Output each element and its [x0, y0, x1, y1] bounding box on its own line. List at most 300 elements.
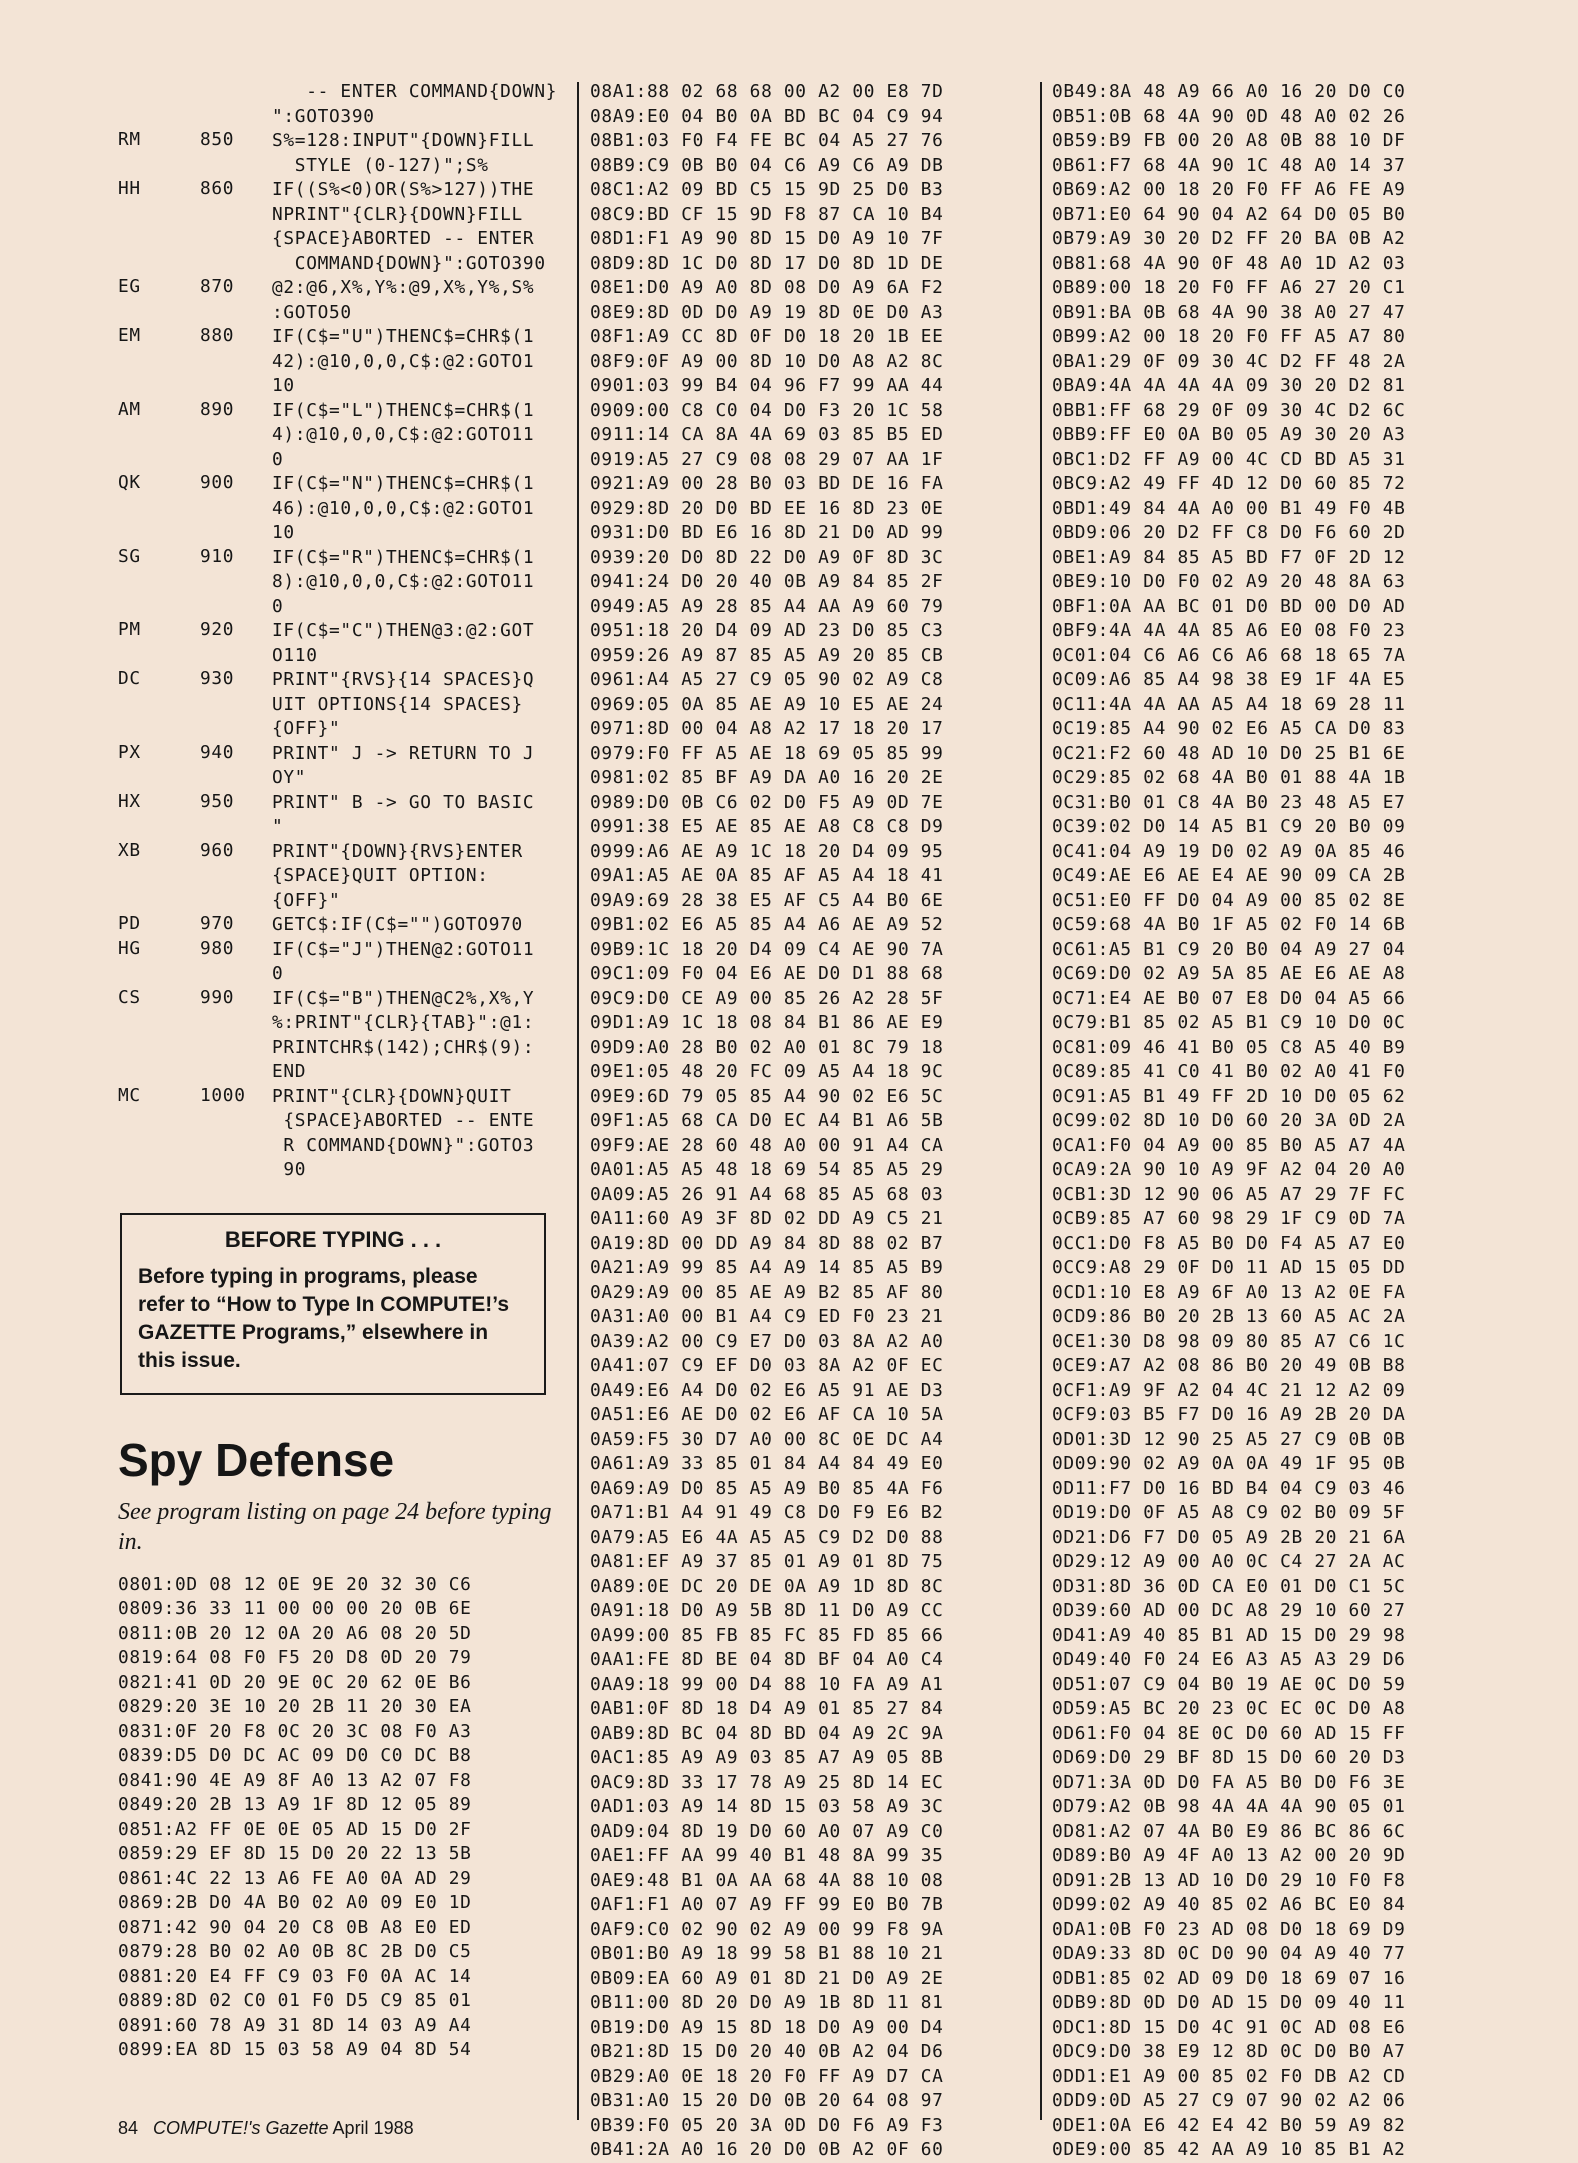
hex-dump-line: 0B81:68 4A 90 0F 48 A0 1D A2 03: [1052, 252, 1406, 274]
hex-dump-line: 08B9:C9 0B B0 04 C6 A9 C6 A9 DB: [590, 154, 944, 176]
hex-dump-line: 0871:42 90 04 20 C8 0B A8 E0 ED: [118, 1916, 472, 1938]
hex-dump-line: 09F9:AE 28 60 48 A0 00 91 A4 CA: [590, 1134, 944, 1156]
code-text: O110: [272, 644, 318, 666]
hex-dump-line: 0D51:07 C9 04 B0 19 AE 0C D0 59: [1052, 1673, 1406, 1695]
hex-dump-line: 0831:0F 20 F8 0C 20 3C 08 F0 A3: [118, 1720, 472, 1742]
hex-dump-line: 0C79:B1 85 02 A5 B1 C9 10 D0 0C: [1052, 1012, 1406, 1033]
hex-dump-line: 0C81:09 46 41 B0 05 C8 A5 40 B9: [1052, 1036, 1406, 1058]
code-text: ": [272, 816, 284, 837]
basic-line: [118, 791, 558, 840]
hex-dump-line: 08B1:03 F0 F4 FE BC 04 A5 27 76: [590, 130, 944, 151]
line-number: 850: [200, 129, 235, 150]
hex-dump-line: 0939:20 D0 8D 22 D0 A9 0F 8D 3C: [590, 546, 944, 568]
basic-line: [118, 913, 558, 938]
checksum-code: PD: [118, 913, 141, 934]
hex-dump-line: 0B79:A9 30 20 D2 FF 20 BA 0B A2: [1052, 228, 1406, 249]
basic-listing: [118, 80, 558, 1183]
code-text: UIT OPTIONS{14 SPACES}: [272, 693, 523, 715]
line-number: [200, 80, 272, 129]
line-number: 930: [200, 668, 235, 689]
hex-dump-line: 0B31:A0 15 20 D0 0B 20 64 08 97: [590, 2090, 944, 2111]
hex-dump-line: 0839:D5 D0 DC AC 09 D0 C0 DC B8: [118, 1745, 472, 1766]
hex-dump-line: 0B49:8A 48 A9 66 A0 16 20 D0 C0: [1052, 81, 1406, 102]
hex-dump-line: 0BB9:FF E0 0A B0 05 A9 30 20 A3: [1052, 424, 1406, 445]
hex-dump-line: 0D09:90 02 A9 0A 0A 49 1F 95 0B: [1052, 1453, 1406, 1474]
hex-dump-line: 0B11:00 8D 20 D0 A9 1B 8D 11 81: [590, 1992, 944, 2013]
code-text: IF(C$="R")THENC$=CHR$(1: [272, 546, 535, 568]
hex-dump-column-3: [1052, 80, 1482, 2163]
hex-dump-line: 0DC9:D0 38 E9 12 8D 0C D0 B0 A7: [1052, 2041, 1406, 2062]
basic-line: [118, 178, 558, 276]
hex-dump-line: 08E9:8D 0D D0 A9 19 8D 0E D0 A3: [590, 301, 944, 323]
hex-dump-line: 0CF1:A9 9F A2 04 4C 21 12 A2 09: [1052, 1379, 1406, 1401]
checksum-code: QK: [118, 472, 141, 493]
hex-dump-line: 0C71:E4 AE B0 07 E8 D0 04 A5 66: [1052, 987, 1406, 1009]
hex-dump-line: 0D39:60 AD 00 DC A8 29 10 60 27: [1052, 1600, 1406, 1621]
code-text: 42):@10,0,0,C$:@2:GOTO1: [272, 350, 535, 372]
basic-line: [118, 619, 558, 668]
hex-dump-line: 0B51:0B 68 4A 90 0D 48 A0 02 26: [1052, 105, 1406, 127]
hex-dump-line: 08C1:A2 09 BD C5 15 9D 25 D0 B3: [590, 179, 944, 200]
hex-dump-line: 0D79:A2 0B 98 4A 4A 4A 90 05 01: [1052, 1796, 1406, 1817]
hex-dump-line: 09B9:1C 18 20 D4 09 C4 AE 90 7A: [590, 938, 944, 960]
hex-dump-line: 0BE9:10 D0 F0 02 A9 20 48 8A 63: [1052, 571, 1406, 592]
hex-dump-line: 0A21:A9 99 85 A4 A9 14 85 A5 B9: [590, 1257, 944, 1278]
hex-dump-line: 0AC9:8D 33 17 78 A9 25 8D 14 EC: [590, 1771, 944, 1793]
column-2: [590, 80, 1020, 2163]
line-number: 910: [200, 545, 235, 567]
hex-dump-line: 0DA1:0B F0 23 AD 08 D0 18 69 D9: [1052, 1918, 1406, 1940]
hex-dump-line: 0959:26 A9 87 85 A5 A9 20 85 CB: [590, 644, 944, 666]
hex-dump-line: 0CA9:2A 90 10 A9 9F A2 04 20 A0: [1052, 1159, 1406, 1180]
line-number: 920: [200, 619, 235, 640]
basic-line: [118, 987, 558, 1085]
hex-dump-line: 09E1:05 48 20 FC 09 A5 A4 18 9C: [590, 1061, 944, 1082]
checksum-code: XB: [118, 839, 141, 861]
code-text: NPRINT"{CLR}{DOWN}FILL: [272, 203, 523, 225]
hex-dump-line: 0D01:3D 12 90 25 A5 27 C9 0B 0B: [1052, 1428, 1406, 1450]
hex-dump-line: 0A41:07 C9 EF D0 03 8A A2 0F EC: [590, 1355, 944, 1376]
code-text: ":GOTO390: [272, 105, 375, 127]
before-typing-title: BEFORE TYPING . . .: [224, 1226, 442, 1252]
code-text: STYLE (0-127)";S%: [272, 154, 489, 176]
hex-dump-line: 08F9:0F A9 00 8D 10 D0 A8 A2 8C: [590, 350, 944, 372]
checksum-code: MC: [118, 1084, 141, 1106]
checksum-code: HG: [118, 937, 141, 959]
line-number: 1000: [200, 1084, 246, 1106]
hex-dump-line: 0889:8D 02 C0 01 F0 D5 C9 85 01: [118, 1990, 472, 2011]
page-number: 84: [118, 2118, 139, 2138]
code-text: OY": [272, 767, 307, 788]
code-text: IF(C$="N")THENC$=CHR$(1: [272, 473, 535, 494]
checksum-code: HX: [118, 790, 141, 812]
hex-dump-line: 0AE9:48 B1 0A AA 68 4A 88 10 08: [590, 1869, 944, 1891]
code-text: 0: [272, 963, 284, 984]
column-rule-left: [577, 82, 579, 2120]
issue-date: April 1988: [332, 2118, 414, 2138]
hex-dump-line: 0BF1:0A AA BC 01 D0 BD 00 D0 AD: [1052, 595, 1406, 617]
code-text: COMMAND{DOWN}":GOTO390: [272, 252, 546, 274]
hex-dump-line: 0DB1:85 02 AD 09 D0 18 69 07 16: [1052, 1967, 1406, 1989]
line-number: 890: [200, 398, 235, 420]
hex-dump-line: 0901:03 99 B4 04 96 F7 99 AA 44: [590, 375, 944, 396]
hex-dump-column-1: [118, 1573, 558, 2063]
article-intro: See program listing on page 24 before typing in.: [118, 1498, 552, 1555]
hex-dump-line: 09F1:A5 68 CA D0 EC A4 B1 A6 5B: [590, 1110, 944, 1131]
hex-dump-line: 0CE1:30 D8 98 09 80 85 A7 C6 1C: [1052, 1330, 1406, 1352]
hex-dump-line: 0A09:A5 26 91 A4 68 85 A5 68 03: [590, 1183, 944, 1205]
hex-dump-line: 0CD1:10 E8 A9 6F A0 13 A2 0E FA: [1052, 1281, 1406, 1303]
hex-dump-line: 0A81:EF A9 37 85 01 A9 01 8D 75: [590, 1551, 944, 1572]
hex-dump-line: 0DB9:8D 0D D0 AD 15 D0 09 40 11: [1052, 1992, 1406, 2013]
line-number: 990: [200, 986, 235, 1008]
hex-dump-line: 0C29:85 02 68 4A B0 01 88 4A 1B: [1052, 767, 1406, 788]
hex-dump-line: 0811:0B 20 12 0A 20 A6 08 20 5D: [118, 1622, 472, 1644]
basic-line: [118, 1085, 558, 1183]
basic-line: [118, 399, 558, 473]
hex-dump-line: 0BD9:06 20 D2 FF C8 D0 F6 60 2D: [1052, 522, 1406, 543]
code-text: PRINT"{RVS}{14 SPACES}Q: [272, 669, 535, 690]
hex-dump-line: 0C91:A5 B1 49 FF 2D 10 D0 05 62: [1052, 1085, 1406, 1107]
hex-dump-line: 0D81:A2 07 4A B0 E9 86 BC 86 6C: [1052, 1820, 1406, 1842]
hex-dump-line: 0C01:04 C6 A6 C6 A6 68 18 65 7A: [1052, 644, 1406, 666]
hex-dump-line: 08A9:E0 04 B0 0A BD BC 04 C9 94: [590, 105, 944, 127]
code-text: GETC$:IF(C$="")GOTO970: [272, 914, 523, 935]
code-text: END: [272, 1061, 307, 1082]
hex-dump-line: 0D71:3A 0D D0 FA A5 B0 D0 F6 3E: [1052, 1771, 1406, 1793]
hex-dump-line: 09D1:A9 1C 18 08 84 B1 86 AE E9: [590, 1012, 944, 1033]
checksum-code: SG: [118, 545, 141, 567]
hex-dump-line: 0969:05 0A 85 AE A9 10 E5 AE 24: [590, 693, 944, 715]
hex-dump-line: 0801:0D 08 12 0E 9E 20 32 30 C6: [118, 1573, 472, 1595]
code-text: 10: [272, 522, 295, 543]
hex-dump-line: 0B39:F0 05 20 3A 0D D0 F6 A9 F3: [590, 2114, 944, 2136]
hex-dump-line: 0B99:A2 00 18 20 F0 FF A5 A7 80: [1052, 326, 1406, 347]
hex-dump-line: 0B71:E0 64 90 04 A2 64 D0 05 B0: [1052, 203, 1406, 225]
checksum-code: RM: [118, 129, 141, 150]
hex-dump-line: 0841:90 4E A9 8F A0 13 A2 07 F8: [118, 1769, 472, 1791]
code-text: -- ENTER COMMAND{DOWN}: [272, 81, 558, 102]
hex-dump-line: 0B41:2A A0 16 20 D0 0B A2 0F 60: [590, 2139, 944, 2160]
hex-dump-line: 0941:24 D0 20 40 0B A9 84 85 2F: [590, 571, 944, 592]
hex-dump-line: 08C9:BD CF 15 9D F8 87 CA 10 B4: [590, 203, 944, 225]
hex-dump-line: 0B69:A2 00 18 20 F0 FF A6 FE A9: [1052, 179, 1406, 200]
hex-dump-line: 0929:8D 20 D0 BD EE 16 8D 23 0E: [590, 497, 944, 519]
hex-dump-column-2: [590, 80, 1020, 2163]
hex-dump-line: 08A1:88 02 68 68 00 A2 00 E8 7D: [590, 81, 944, 102]
hex-dump-line: 0C41:04 A9 19 D0 02 A9 0A 85 46: [1052, 840, 1406, 862]
hex-dump-line: 0DC1:8D 15 D0 4C 91 0C AD 08 E6: [1052, 2016, 1406, 2038]
code-text: R COMMAND{DOWN}":GOTO3: [272, 1134, 535, 1156]
hex-dump-line: 08F1:A9 CC 8D 0F D0 18 20 1B EE: [590, 326, 944, 347]
hex-dump-line: 0D29:12 A9 00 A0 0C C4 27 2A AC: [1052, 1551, 1406, 1572]
basic-line: [118, 546, 558, 620]
hex-dump-line: 0D91:2B 13 AD 10 D0 29 10 F0 F8: [1052, 1869, 1406, 1891]
page-footer: [118, 2118, 414, 2139]
hex-dump-line: 0CA1:F0 04 A9 00 85 B0 A5 A7 4A: [1052, 1134, 1406, 1156]
line-number: 900: [200, 472, 235, 493]
code-text: IF((S%<0)OR(S%>127))THE: [272, 179, 535, 200]
hex-dump-line: 0981:02 85 BF A9 DA A0 16 20 2E: [590, 767, 944, 788]
hex-dump-line: 0991:38 E5 AE 85 AE A8 C8 C8 D9: [590, 816, 944, 837]
hex-dump-line: 0A91:18 D0 A9 5B 8D 11 D0 A9 CC: [590, 1600, 944, 1621]
code-text: IF(C$="U")THENC$=CHR$(1: [272, 326, 535, 347]
code-text: 0: [272, 448, 284, 470]
hex-dump-line: 0BB1:FF 68 29 0F 09 30 4C D2 6C: [1052, 399, 1406, 421]
hex-dump-line: 0859:29 EF 8D 15 D0 20 22 13 5B: [118, 1843, 472, 1864]
hex-dump-line: 09C9:D0 CE A9 00 85 26 A2 28 5F: [590, 987, 944, 1009]
hex-dump-line: 0A01:A5 A5 48 18 69 54 85 A5 29: [590, 1159, 944, 1180]
basic-line: [118, 472, 558, 546]
checksum-code: EG: [118, 276, 141, 297]
hex-dump-line: 0821:41 0D 20 9E 0C 20 62 0E B6: [118, 1671, 472, 1693]
code-text: %:PRINT"{CLR}{TAB}":@1:: [272, 1012, 535, 1033]
hex-dump-line: 0A29:A9 00 85 AE A9 B2 85 AF 80: [590, 1281, 944, 1303]
hex-dump-line: 0C59:68 4A B0 1F A5 02 F0 14 6B: [1052, 914, 1406, 935]
hex-dump-line: 0819:64 08 F0 F5 20 D8 0D 20 79: [118, 1647, 472, 1668]
hex-dump-line: 0C69:D0 02 A9 5A 85 AE E6 AE A8: [1052, 963, 1406, 984]
code-text: {SPACE}ABORTED -- ENTER: [272, 228, 535, 249]
hex-dump-line: 0CC1:D0 F8 A5 B0 D0 F4 A5 A7 E0: [1052, 1232, 1406, 1254]
publication-name: COMPUTE!'s Gazette: [153, 2118, 329, 2138]
hex-dump-line: 0949:A5 A9 28 85 A4 AA A9 60 79: [590, 595, 944, 617]
code-text: 4):@10,0,0,C$:@2:GOTO11: [272, 424, 535, 445]
column-1: [118, 80, 558, 2063]
code-text: 46):@10,0,0,C$:@2:GOTO1: [272, 497, 535, 519]
hex-dump-line: 0A51:E6 AE D0 02 E6 AF CA 10 5A: [590, 1404, 944, 1425]
hex-dump-line: 08D9:8D 1C D0 8D 17 D0 8D 1D DE: [590, 252, 944, 274]
hex-dump-line: 0B09:EA 60 A9 01 8D 21 D0 A9 2E: [590, 1967, 944, 1989]
hex-dump-line: 0DE9:00 85 42 AA A9 10 85 B1 A2: [1052, 2139, 1406, 2160]
hex-dump-line: 0A39:A2 00 C9 E7 D0 03 8A A2 A0: [590, 1330, 944, 1352]
hex-dump-line: 0CB1:3D 12 90 06 A5 A7 29 7F FC: [1052, 1183, 1406, 1205]
code-text: @2:@6,X%,Y%:@9,X%,Y%,S%: [272, 277, 535, 298]
hex-dump-line: 0DE1:0A E6 42 E4 42 B0 59 A9 82: [1052, 2114, 1406, 2136]
code-text: S%=128:INPUT"{DOWN}FILL: [272, 130, 535, 151]
hex-dump-line: 0B59:B9 FB 00 20 A8 0B 88 10 DF: [1052, 130, 1406, 151]
code-text: PRINT"{DOWN}{RVS}ENTER: [272, 840, 523, 862]
code-text: PRINT" J -> RETURN TO J: [272, 742, 535, 764]
hex-dump-line: 0A49:E6 A4 D0 02 E6 A5 91 AE D3: [590, 1379, 944, 1401]
hex-dump-line: 0AB9:8D BC 04 8D BD 04 A9 2C 9A: [590, 1722, 944, 1744]
checksum-code: EM: [118, 325, 141, 346]
before-typing-box: [120, 1213, 546, 1395]
hex-dump-line: 0D69:D0 29 BF 8D 15 D0 60 20 D3: [1052, 1747, 1406, 1768]
hex-dump-line: 0C19:85 A4 90 02 E6 A5 CA D0 83: [1052, 718, 1406, 739]
hex-dump-line: 0A89:0E DC 20 DE 0A A9 1D 8D 8C: [590, 1575, 944, 1597]
hex-dump-line: 09E9:6D 79 05 85 A4 90 02 E6 5C: [590, 1085, 944, 1107]
hex-dump-line: 0879:28 B0 02 A0 0B 8C 2B D0 C5: [118, 1941, 472, 1962]
hex-dump-line: 0D99:02 A9 40 85 02 A6 BC E0 84: [1052, 1894, 1406, 1915]
hex-dump-line: 0C39:02 D0 14 A5 B1 C9 20 B0 09: [1052, 816, 1406, 837]
checksum-code: [118, 80, 200, 129]
hex-dump-line: 0A61:A9 33 85 01 84 A4 84 49 E0: [590, 1453, 944, 1474]
hex-dump-line: 0919:A5 27 C9 08 08 29 07 AA 1F: [590, 448, 944, 470]
hex-dump-line: 0AF9:C0 02 90 02 A9 00 99 F8 9A: [590, 1918, 944, 1940]
hex-dump-line: 0869:2B D0 4A B0 02 A0 09 E0 1D: [118, 1892, 472, 1913]
hex-dump-line: 0B61:F7 68 4A 90 1C 48 A0 14 37: [1052, 154, 1406, 176]
line-number: 980: [200, 937, 235, 959]
hex-dump-line: 0D11:F7 D0 16 BD B4 04 C9 03 46: [1052, 1477, 1406, 1499]
hex-dump-line: 0A19:8D 00 DD A9 84 8D 88 02 B7: [590, 1232, 944, 1254]
hex-dump-line: 0D21:D6 F7 D0 05 A9 2B 20 21 6A: [1052, 1526, 1406, 1548]
hex-dump-line: 0AA1:FE 8D BE 04 8D BF 04 A0 C4: [590, 1649, 944, 1670]
hex-dump-line: 0C61:A5 B1 C9 20 B0 04 A9 27 04: [1052, 938, 1406, 960]
hex-dump-line: 0AA9:18 99 00 D4 88 10 FA A9 A1: [590, 1673, 944, 1695]
hex-dump-line: 0A71:B1 A4 91 49 C8 D0 F9 E6 B2: [590, 1502, 944, 1523]
hex-dump-line: 0A99:00 85 FB 85 FC 85 FD 85 66: [590, 1624, 944, 1646]
line-number: 950: [200, 790, 235, 812]
hex-dump-line: 0AD1:03 A9 14 8D 15 03 58 A9 3C: [590, 1796, 944, 1817]
code-text: IF(C$="B")THEN@C2%,X%,Y: [272, 987, 535, 1009]
hex-dump-line: 0B01:B0 A9 18 99 58 B1 88 10 21: [590, 1943, 944, 1964]
checksum-code: CS: [118, 986, 141, 1008]
hex-dump-line: 0C89:85 41 C0 41 B0 02 A0 41 F0: [1052, 1061, 1406, 1082]
before-typing-body: Before typing in programs, please refer to “How to Type In COMPUTE!’s GAZETTE Programs,” elsewhere in this issue.: [138, 1264, 510, 1372]
hex-dump-line: 0CD9:86 B0 20 2B 13 60 A5 AC 2A: [1052, 1306, 1406, 1327]
code-text: {SPACE}QUIT OPTION:: [272, 865, 489, 886]
code-text: {OFF}": [272, 889, 341, 911]
hex-dump-line: 0BE1:A9 84 85 A5 BD F7 0F 2D 12: [1052, 546, 1406, 568]
hex-dump-line: 0C11:4A 4A AA A5 A4 18 69 28 11: [1052, 693, 1406, 715]
hex-dump-line: 0D89:B0 A9 4F A0 13 A2 00 20 9D: [1052, 1845, 1406, 1866]
basic-line: [118, 938, 558, 987]
hex-dump-line: 0999:A6 AE A9 1C 18 20 D4 09 95: [590, 840, 944, 862]
hex-dump-line: 0A69:A9 D0 85 A5 A9 B0 85 4A F6: [590, 1477, 944, 1499]
hex-dump-line: 0861:4C 22 13 A6 FE A0 0A AD 29: [118, 1867, 472, 1889]
hex-dump-line: 0AF1:F1 A0 07 A9 FF 99 E0 B0 7B: [590, 1894, 944, 1915]
hex-dump-line: 0921:A9 00 28 B0 03 BD DE 16 FA: [590, 473, 944, 494]
hex-dump-line: 0AC1:85 A9 A9 03 85 A7 A9 05 8B: [590, 1747, 944, 1768]
code-text: IF(C$="L")THENC$=CHR$(1: [272, 399, 535, 421]
hex-dump-line: 09B1:02 E6 A5 85 A4 A6 AE A9 52: [590, 914, 944, 935]
hex-dump-line: 0891:60 78 A9 31 8D 14 03 A9 A4: [118, 2014, 472, 2036]
hex-dump-line: 0DD9:0D A5 27 C9 07 90 02 A2 06: [1052, 2090, 1406, 2111]
code-text: PRINT"{CLR}{DOWN}QUIT: [272, 1085, 512, 1107]
basic-line: [118, 840, 558, 914]
hex-dump-line: 0AD9:04 8D 19 D0 60 A0 07 A9 C0: [590, 1820, 944, 1842]
hex-dump-line: 0881:20 E4 FF C9 03 F0 0A AC 14: [118, 1965, 472, 1987]
hex-dump-line: 0B89:00 18 20 F0 FF A6 27 20 C1: [1052, 277, 1406, 298]
hex-dump-line: 0A11:60 A9 3F 8D 02 DD A9 C5 21: [590, 1208, 944, 1229]
column-3: [1052, 80, 1482, 2163]
hex-dump-line: 0C31:B0 01 C8 4A B0 23 48 A5 E7: [1052, 791, 1406, 813]
code-text: 10: [272, 375, 295, 396]
code-text: {OFF}": [272, 718, 341, 739]
hex-dump-line: 0D41:A9 40 85 B1 AD 15 D0 29 98: [1052, 1624, 1406, 1646]
hex-dump-line: 0931:D0 BD E6 16 8D 21 D0 AD 99: [590, 522, 944, 543]
hex-dump-line: 0AE1:FF AA 99 40 B1 48 8A 99 35: [590, 1845, 944, 1866]
hex-dump-line: 0BF9:4A 4A 4A 85 A6 E0 08 F0 23: [1052, 620, 1406, 641]
hex-dump-line: 0971:8D 00 04 A8 A2 17 18 20 17: [590, 718, 944, 739]
hex-dump-line: 0911:14 CA 8A 4A 69 03 85 B5 ED: [590, 424, 944, 445]
basic-line: [118, 276, 558, 325]
article-title: Spy Defense: [118, 1433, 395, 1486]
hex-dump-line: 0BD1:49 84 4A A0 00 B1 49 F0 4B: [1052, 497, 1406, 519]
hex-dump-line: 0849:20 2B 13 A9 1F 8D 12 05 89: [118, 1794, 472, 1815]
basic-line: [118, 325, 558, 399]
line-number: 940: [200, 741, 235, 763]
checksum-code: AM: [118, 398, 141, 420]
line-number: 870: [200, 276, 235, 297]
hex-dump-line: 0DA9:33 8D 0C D0 90 04 A9 40 77: [1052, 1943, 1406, 1964]
code-text: 0: [272, 595, 284, 617]
line-number: 880: [200, 325, 235, 346]
hex-dump-line: 0979:F0 FF A5 AE 18 69 05 85 99: [590, 742, 944, 764]
hex-dump-line: 0C99:02 8D 10 D0 60 20 3A 0D 2A: [1052, 1110, 1406, 1131]
hex-dump-line: 0C21:F2 60 48 AD 10 D0 25 B1 6E: [1052, 742, 1406, 764]
basic-line: [118, 742, 558, 791]
hex-dump-line: 0D19:D0 0F A5 A8 C9 02 B0 09 5F: [1052, 1502, 1406, 1523]
hex-dump-line: 08E1:D0 A9 A0 8D 08 D0 A9 6A F2: [590, 277, 944, 298]
code-text: PRINT" B -> GO TO BASIC: [272, 791, 535, 813]
hex-dump-line: 0BC1:D2 FF A9 00 4C CD BD A5 31: [1052, 448, 1406, 470]
hex-dump-line: 0B21:8D 15 D0 20 40 0B A2 04 D6: [590, 2041, 944, 2062]
hex-dump-line: 0CE9:A7 A2 08 86 B0 20 49 0B B8: [1052, 1355, 1406, 1376]
code-text: PRINTCHR$(142);CHR$(9):: [272, 1036, 535, 1058]
hex-dump-line: 0CC9:A8 29 0F D0 11 AD 15 05 DD: [1052, 1257, 1406, 1278]
line-number: 860: [200, 178, 235, 199]
line-number: 970: [200, 913, 235, 934]
hex-dump-line: 0CF9:03 B5 F7 D0 16 A9 2B 20 DA: [1052, 1404, 1406, 1425]
code-text: 8):@10,0,0,C$:@2:GOTO11: [272, 571, 535, 592]
line-number: 960: [200, 839, 235, 861]
hex-dump-line: 0AB1:0F 8D 18 D4 A9 01 85 27 84: [590, 1698, 944, 1719]
checksum-code: HH: [118, 178, 141, 199]
checksum-code: PX: [118, 741, 141, 763]
hex-dump-line: 0B19:D0 A9 15 8D 18 D0 A9 00 D4: [590, 2016, 944, 2038]
code-text: :GOTO50: [272, 301, 352, 323]
hex-dump-line: 0989:D0 0B C6 02 D0 F5 A9 0D 7E: [590, 791, 944, 813]
hex-dump-line: 0951:18 20 D4 09 AD 23 D0 85 C3: [590, 620, 944, 641]
hex-dump-line: 0D49:40 F0 24 E6 A3 A5 A3 29 D6: [1052, 1649, 1406, 1670]
hex-dump-line: 0961:A4 A5 27 C9 05 90 02 A9 C8: [590, 669, 944, 690]
hex-dump-line: 08D1:F1 A9 90 8D 15 D0 A9 10 7F: [590, 228, 944, 249]
basic-line: [118, 80, 558, 129]
hex-dump-line: 0C09:A6 85 A4 98 38 E9 1F 4A E5: [1052, 669, 1406, 690]
hex-dump-line: 0BC9:A2 49 FF 4D 12 D0 60 85 72: [1052, 473, 1406, 494]
hex-dump-line: 0BA1:29 0F 09 30 4C D2 FF 48 2A: [1052, 350, 1406, 372]
hex-dump-line: 0A31:A0 00 B1 A4 C9 ED F0 23 21: [590, 1306, 944, 1327]
hex-dump-line: 0829:20 3E 10 20 2B 11 20 30 EA: [118, 1696, 472, 1717]
code-text: {SPACE}ABORTED -- ENTE: [272, 1110, 535, 1131]
hex-dump-line: 09A9:69 28 38 E5 AF C5 A4 B0 6E: [590, 889, 944, 911]
hex-dump-line: 0899:EA 8D 15 03 58 A9 04 8D 54: [118, 2039, 472, 2060]
hex-dump-line: 0909:00 C8 C0 04 D0 F3 20 1C 58: [590, 399, 944, 421]
basic-line: [118, 129, 558, 178]
hex-dump-line: 0BA9:4A 4A 4A 4A 09 30 20 D2 81: [1052, 375, 1406, 396]
basic-line: [118, 668, 558, 742]
hex-dump-line: 0DD1:E1 A9 00 85 02 F0 DB A2 CD: [1052, 2065, 1406, 2087]
hex-dump-line: 0A79:A5 E6 4A A5 A5 C9 D2 D0 88: [590, 1526, 944, 1548]
code-text: IF(C$="C")THEN@3:@2:GOT: [272, 620, 535, 641]
checksum-code: DC: [118, 668, 141, 689]
hex-dump-line: 0851:A2 FF 0E 0E 05 AD 15 D0 2F: [118, 1818, 472, 1840]
hex-dump-line: 09C1:09 F0 04 E6 AE D0 D1 88 68: [590, 963, 944, 984]
hex-dump-line: 0D31:8D 36 0D CA E0 01 D0 C1 5C: [1052, 1575, 1406, 1597]
checksum-code: PM: [118, 619, 141, 640]
hex-dump-line: 0B29:A0 0E 18 20 F0 FF A9 D7 CA: [590, 2065, 944, 2087]
hex-dump-line: 0C51:E0 FF D0 04 A9 00 85 02 8E: [1052, 889, 1406, 911]
hex-dump-line: 09D9:A0 28 B0 02 A0 01 8C 79 18: [590, 1036, 944, 1058]
hex-dump-line: 09A1:A5 AE 0A 85 AF A5 A4 18 41: [590, 865, 944, 886]
hex-dump-line: 0CB9:85 A7 60 98 29 1F C9 0D 7A: [1052, 1208, 1406, 1229]
code-text: IF(C$="J")THEN@2:GOTO11: [272, 938, 535, 960]
hex-dump-line: 0D61:F0 04 8E 0C D0 60 AD 15 FF: [1052, 1722, 1406, 1744]
hex-dump-line: 0A59:F5 30 D7 A0 00 8C 0E DC A4: [590, 1428, 944, 1450]
hex-dump-line: 0B91:BA 0B 68 4A 90 38 A0 27 47: [1052, 301, 1406, 323]
hex-dump-line: 0C49:AE E6 AE E4 AE 90 09 CA 2B: [1052, 865, 1406, 886]
